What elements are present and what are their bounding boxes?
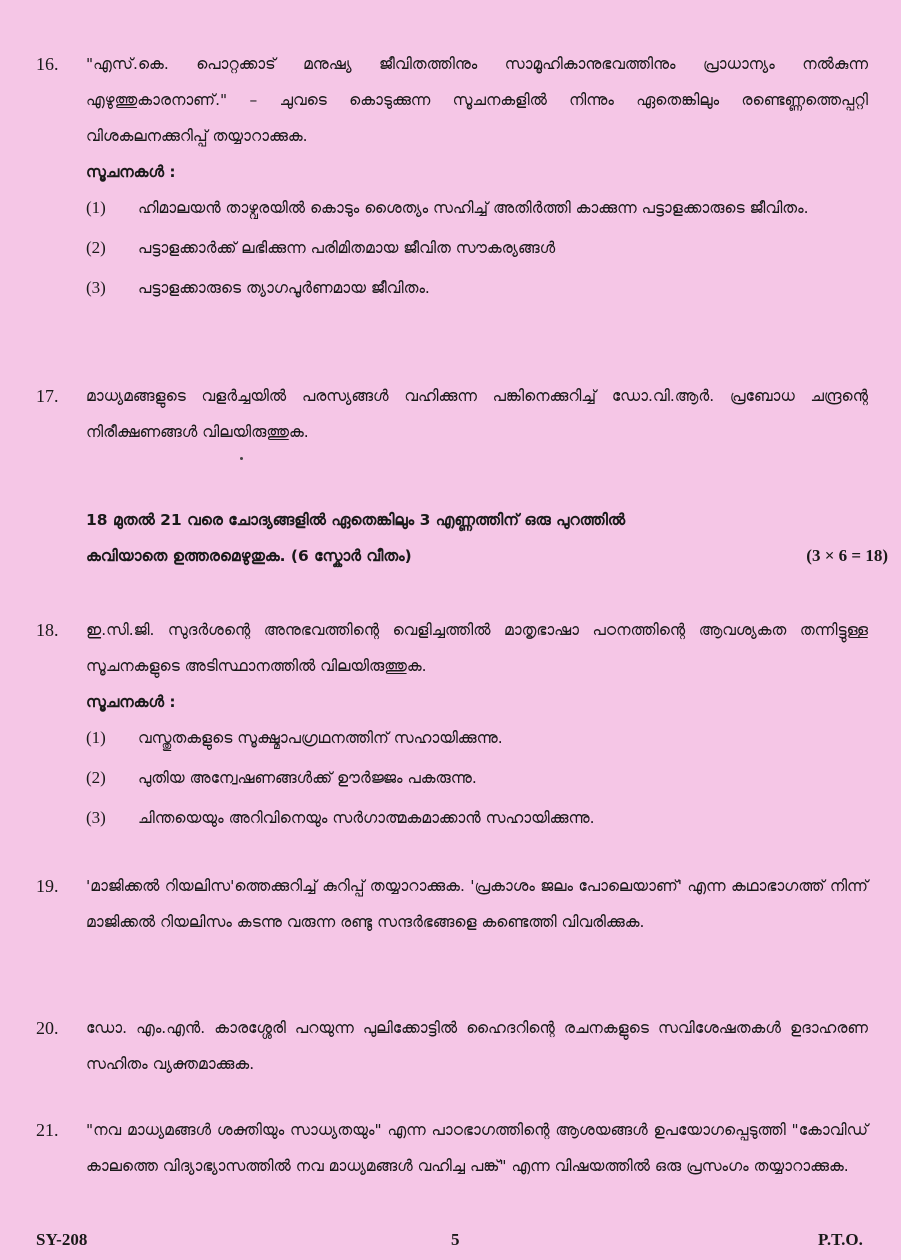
hint-text: പട്ടാളക്കാർക്ക് ലഭിക്കുന്ന പരിമിതമായ ജീവിത സൗകര്യങ്ങൾ	[138, 239, 556, 257]
section-instruction	[86, 502, 888, 574]
hints-heading: സൂചനകൾ :	[86, 163, 176, 181]
question-17	[36, 378, 868, 450]
question-text: ഇ.സി.ജി. സുദർശന്റെ അനുഭവത്തിന്റെ വെളിച്ചത്തിൽ മാതൃഭാഷാ പഠനത്തിന്റെ ആവശ്യകത തന്നിട്ടുള്ള സൂചനകളുടെ അടിസ്ഥാനത്തിൽ വിലയിരുത്തുക.	[86, 621, 868, 675]
question-number: 20.	[36, 1018, 59, 1038]
hint-text: ചിന്തയെയും അറിവിനെയും സർഗാത്മകമാക്കാൻ സഹായിക്കുന്നു.	[138, 809, 595, 827]
paper-code: SY-208	[36, 1230, 88, 1249]
question-text: മാധ്യമങ്ങളുടെ വളർച്ചയിൽ പരസ്യങ്ങൾ വഹിക്കുന്ന പങ്കിനെക്കുറിച്ച് ഡോ.വി.ആർ. പ്രബോധ ചന്ദ്രന്റെ നിരീക്ഷണങ്ങൾ വിലയിരുത്തുക.	[86, 387, 868, 441]
question-text: ഡോ. എം.എൻ. കാരശ്ശേരി പറയുന്ന പുലിക്കോട്ടിൽ ഹൈദറിന്റെ രചനകളുടെ സവിശേഷതകൾ ഉദാഹരണ സഹിതം വ്യക്തമാക്കുക.	[86, 1019, 868, 1073]
hint-number: (2)	[86, 238, 106, 257]
hint-text: പട്ടാളക്കാരുടെ ത്യാഗപൂർണമായ ജീവിതം.	[138, 279, 430, 297]
hint-number: (2)	[86, 768, 106, 787]
question-number: 18.	[36, 620, 59, 640]
question-21	[36, 1112, 868, 1184]
hints-list	[86, 720, 868, 836]
hint-item	[86, 230, 868, 266]
marks-formula: (3 × 6 = 18)	[806, 546, 888, 565]
question-text: "നവ മാധ്യമങ്ങൾ ശക്തിയും സാധ്യതയും" എന്ന പാഠഭാഗത്തിന്റെ ആശയങ്ങൾ ഉപയോഗപ്പെടുത്തി "കോവിഡ് കാലത്തെ വിദ്യാഭ്യാസത്തിൽ നവ മാധ്യമങ്ങൾ വഹിച്ച പങ്ക്" എന്ന വിഷയത്തിൽ ഒരു പ്രസംഗം തയ്യാറാക്കുക.	[86, 1121, 868, 1175]
hint-item	[86, 270, 868, 306]
question-number: 19.	[36, 876, 59, 896]
question-16	[36, 46, 868, 310]
question-text: 'മാജിക്കൽ റിയലിസ'ത്തെക്കുറിച്ച് കുറിപ്പ് തയ്യാറാക്കുക. 'പ്രകാശം ജലം പോലെയാണ്' എന്ന കഥാഭാഗത്ത് നിന്ന് മാജിക്കൽ റിയലിസം കടന്നു വരുന്ന രണ്ടു സന്ദർഭങ്ങളെ കണ്ടെത്തി വിവരിക്കുക.	[86, 877, 868, 931]
hint-text: വസ്തുതകളുടെ സൂക്ഷ്മാപഗ്രഥനത്തിന് സഹായിക്കുന്നു.	[138, 729, 503, 747]
instruction-line-2-row	[86, 538, 888, 574]
instruction-line-2: കവിയാതെ ഉത്തരമെഴുതുക. (6 സ്കോർ വീതം)	[86, 547, 412, 565]
hint-number: (3)	[86, 278, 106, 297]
hint-item	[86, 190, 868, 226]
question-number: 16.	[36, 54, 59, 74]
speck-mark	[240, 457, 243, 460]
hint-text: ഹിമാലയൻ താഴ്വരയിൽ കൊടും ശൈത്യം സഹിച്ച് അതിർത്തി കാക്കുന്ന പട്ടാളക്കാരുടെ ജീവിതം.	[138, 199, 809, 217]
question-number: 21.	[36, 1120, 59, 1140]
hint-text: പുതിയ അന്വേഷണങ്ങൾക്ക് ഊർജ്ജം പകരുന്നു.	[138, 769, 477, 787]
hints-list	[86, 190, 868, 306]
hint-item	[86, 800, 868, 836]
instruction-line-1: 18 മുതൽ 21 വരെ ചോദ്യങ്ങളിൽ ഏതെങ്കിലും 3 എണ്ണത്തിന് ഒരു പുറത്തിൽ	[86, 511, 626, 529]
question-text: "എസ്.കെ. പൊറ്റക്കാട് മനുഷ്യ ജീവിതത്തിനും സാമൂഹികാനുഭവത്തിനും പ്രാധാന്യം നൽകുന്ന എഴുത്തുകാരനാണ്." – ചുവടെ കൊടുക്കുന്ന സൂചനകളിൽ നിന്നും ഏതെങ്കിലും രണ്ടെണ്ണത്തെപ്പറ്റി വിശകലനക്കുറിപ്പ് തയ്യാറാക്കുക.	[86, 55, 868, 145]
page-number: 5	[451, 1230, 460, 1249]
hint-item	[86, 720, 868, 756]
question-18	[36, 612, 868, 840]
hint-number: (3)	[86, 808, 106, 827]
hints-heading: സൂചനകൾ :	[86, 693, 176, 711]
hint-item	[86, 760, 868, 796]
question-number: 17.	[36, 386, 59, 406]
hint-number: (1)	[86, 198, 106, 217]
pto-label: P.T.O.	[818, 1230, 863, 1249]
question-20	[36, 1010, 868, 1082]
hint-number: (1)	[86, 728, 106, 747]
question-19	[36, 868, 868, 940]
